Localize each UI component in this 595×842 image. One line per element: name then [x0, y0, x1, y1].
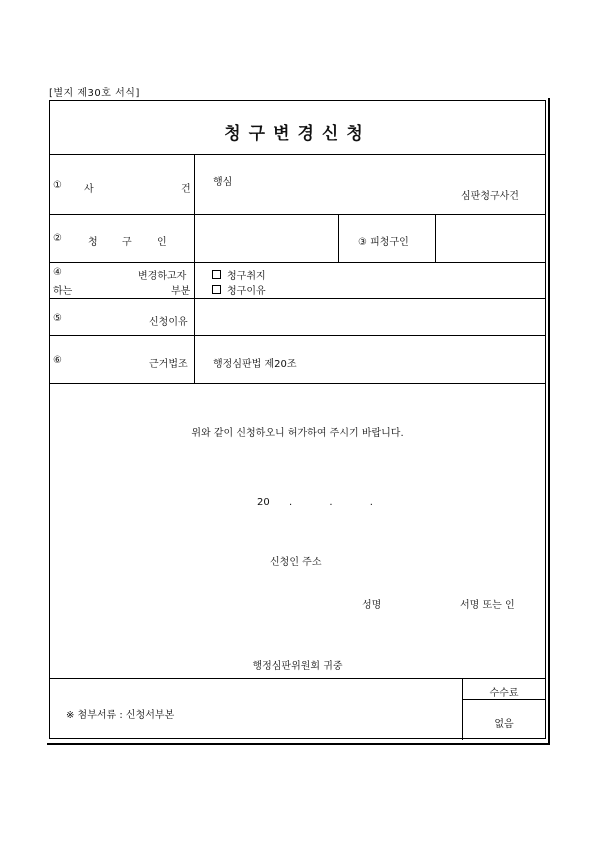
- fee-value: 없음: [494, 719, 514, 730]
- row-number-6: ⑥: [53, 355, 62, 366]
- reason-label: 신청이유: [149, 317, 188, 328]
- legal-basis-label: 근거법조: [149, 359, 188, 370]
- checkbox-icon[interactable]: [212, 285, 221, 294]
- request-text: 위와 같이 신청하오니 허가하여 주시기 바랍니다.: [191, 428, 404, 439]
- row-number-1: ①: [53, 180, 62, 191]
- option-reason[interactable]: 청구이유: [212, 282, 266, 297]
- row-number-2: ②: [53, 233, 62, 244]
- checkbox-icon[interactable]: [212, 270, 221, 279]
- column-divider: [435, 214, 436, 262]
- claimant-label-a: 청: [88, 237, 98, 248]
- label-column-divider: [194, 154, 195, 383]
- divider: [50, 262, 545, 263]
- case-suffix: 심판청구사건: [461, 191, 519, 202]
- row-number-4: ④: [53, 267, 62, 278]
- divider: [50, 214, 545, 215]
- divider: [462, 699, 545, 700]
- form-title: 청구변경신청: [224, 124, 371, 144]
- divider: [50, 383, 545, 384]
- form-box: [49, 100, 546, 739]
- option-purpose[interactable]: 청구취지: [212, 267, 266, 282]
- claimant-label-c: 인: [157, 237, 167, 248]
- change-label-c: 부분: [171, 286, 191, 297]
- change-label-a: 변경하고자: [138, 271, 187, 282]
- form-number-label: [별지 제30호 서식]: [49, 88, 140, 99]
- date-dots: . . .: [289, 497, 390, 508]
- divider: [50, 154, 545, 155]
- respondent-label: ③ 피청구인: [358, 237, 409, 248]
- legal-basis-value: 행정심판법 제20조: [213, 359, 297, 370]
- sign-label: 서명 또는 인: [460, 600, 515, 611]
- divider: [50, 298, 545, 299]
- divider: [50, 678, 545, 679]
- address-label: 신청인 주소: [270, 557, 322, 568]
- claimant-label-b: 구: [122, 237, 132, 248]
- date-year[interactable]: 20: [257, 497, 270, 508]
- recipient: 행정심판위원회 귀중: [252, 661, 343, 672]
- case-label-b: 건: [181, 184, 191, 195]
- row-number-5: ⑤: [53, 313, 62, 324]
- change-label-b: 하는: [53, 286, 73, 297]
- divider: [50, 335, 545, 336]
- fee-label: 수수료: [489, 688, 519, 699]
- case-prefix[interactable]: 행심: [213, 177, 233, 188]
- attachment-note: ※ 첨부서류 : 신청서부본: [66, 710, 175, 721]
- case-label-a: 사: [84, 184, 94, 195]
- name-label: 성명: [362, 600, 382, 611]
- column-divider: [338, 214, 339, 262]
